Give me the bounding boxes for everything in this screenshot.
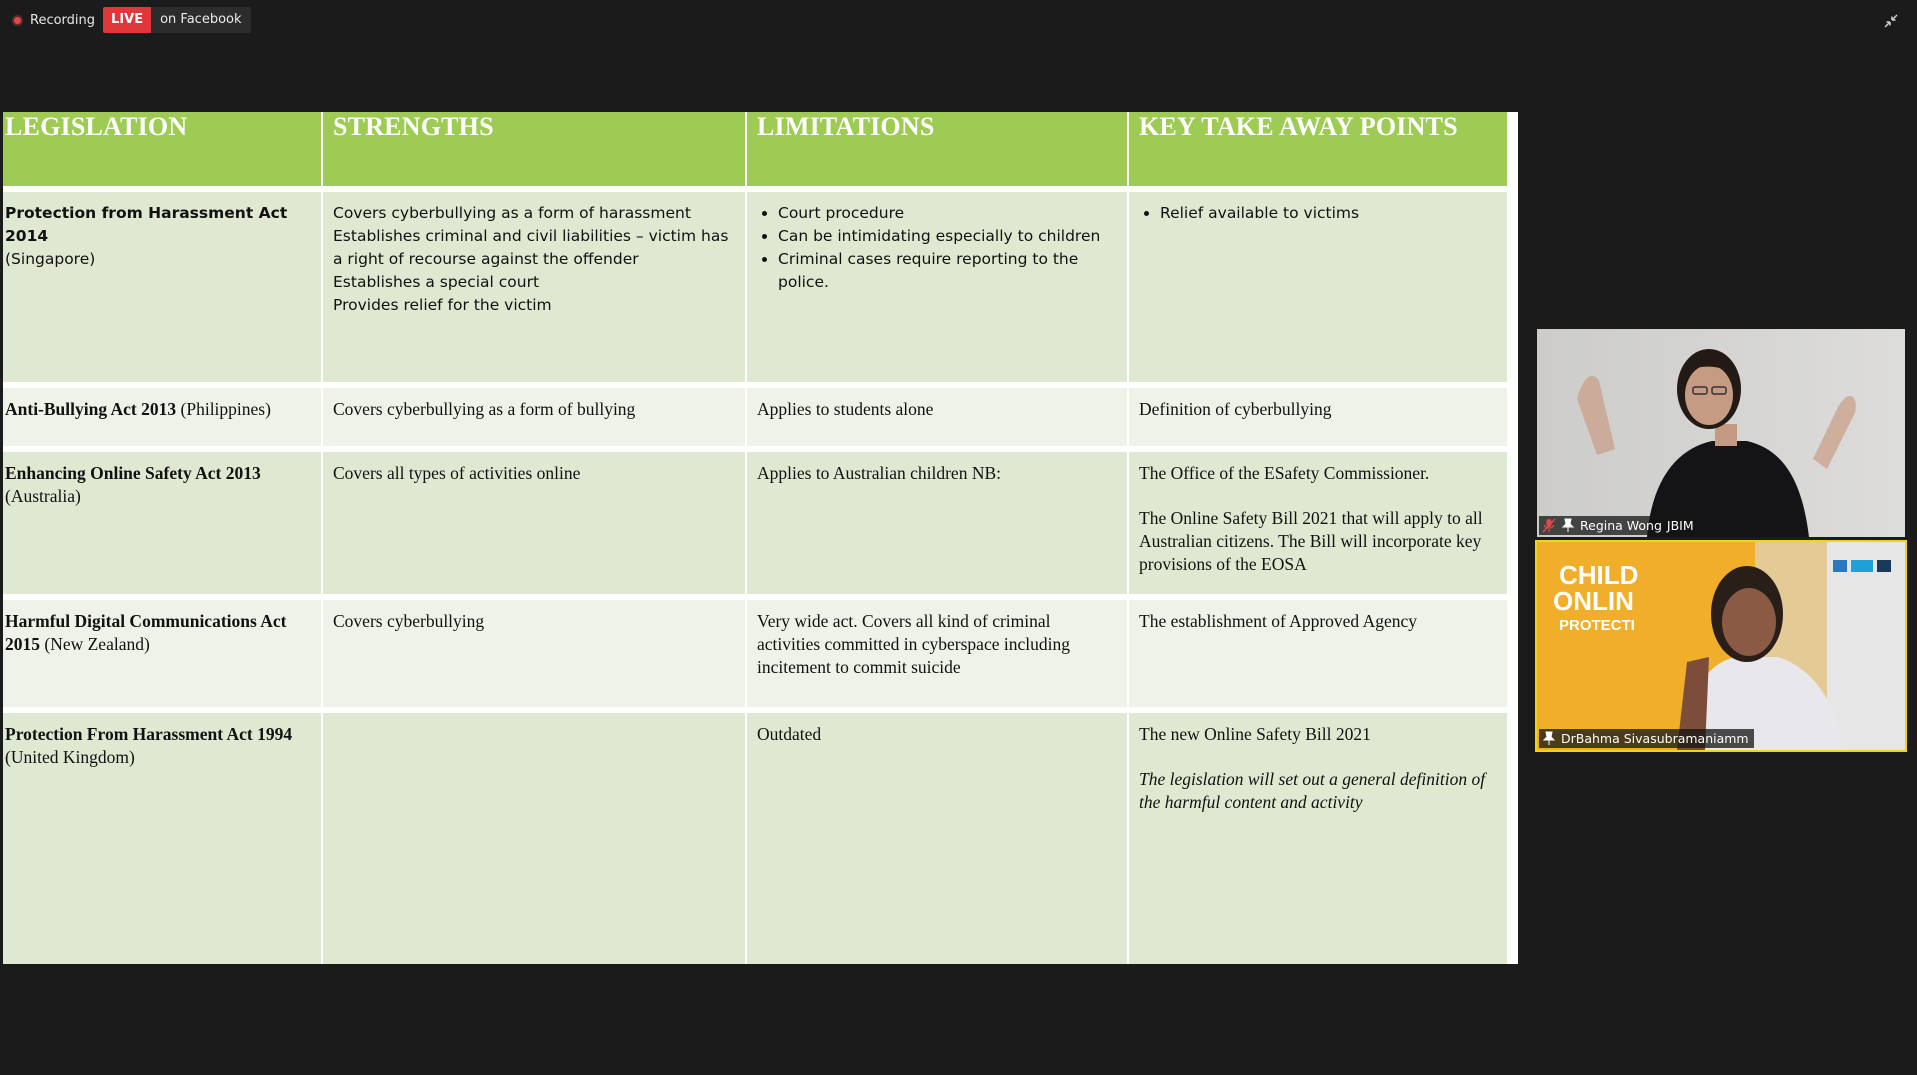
exit-fullscreen-icon[interactable] [1883, 13, 1899, 29]
legislation-country: (New Zealand) [44, 634, 150, 654]
cell-strengths: Covers all types of activities online [322, 452, 746, 594]
takeaway-item: • Relief available to victims [1160, 202, 1497, 225]
participant-video-feed [1537, 542, 1905, 750]
participant-org: JBIM [1666, 518, 1694, 533]
strength-item: Covers cyberbullying as a form of harassment [333, 204, 691, 222]
cell-limitations: Applies to students alone [746, 388, 1128, 446]
participant-video-feed [1537, 329, 1905, 537]
meeting-status-bar [8, 7, 251, 33]
cell-takeaways [1128, 713, 1508, 964]
takeaway-item: The Office of the ESafety Commissioner. [1139, 463, 1430, 483]
legislation-name: Enhancing Online Safety Act 2013 [5, 463, 261, 483]
takeaway-item: The legislation will set out a general definition of the harmful content and activity [1139, 769, 1486, 812]
cell-limitations: Very wide act. Covers all kind of criminal activities committed in cyberspace including incitement to commit suicide [746, 600, 1128, 707]
recording-indicator[interactable] [8, 7, 103, 33]
cell-legislation [3, 192, 322, 382]
cell-limitations: Outdated [746, 713, 1128, 964]
cell-legislation [3, 713, 322, 964]
live-platform-label[interactable]: on Facebook [151, 7, 250, 33]
svg-text:PROTECTI: PROTECTI [1559, 617, 1635, 634]
table-row [3, 600, 1508, 707]
header-legislation: LEGISLATION [3, 112, 322, 186]
live-badge[interactable]: LIVE [103, 7, 151, 33]
takeaway-item: The new Online Safety Bill 2021 [1139, 724, 1371, 744]
header-strengths: STRENGTHS [322, 112, 746, 186]
cell-limitations [746, 192, 1128, 382]
takeaway-item: The Online Safety Bill 2021 that will apply to all Australian citizens. The Bill will incorporate key provisions of the EOSA [1139, 508, 1483, 574]
legislation-country: (Philippines) [180, 399, 271, 419]
cell-takeaways [1128, 192, 1508, 382]
cell-takeaways: Definition of cyberbullying [1128, 388, 1508, 446]
legislation-name: Anti-Bullying Act 2013 [5, 399, 177, 419]
pin-icon [1542, 731, 1556, 746]
limitation-item: • Can be intimidating especially to children [778, 225, 1117, 248]
participant-name-bar [1539, 729, 1754, 748]
participant-name: DrBahma Sivasubramaniamm [1561, 731, 1749, 746]
svg-text:ONLIN: ONLIN [1553, 586, 1634, 616]
table-row [3, 388, 1508, 446]
legislation-country: (Singapore) [5, 250, 96, 268]
cell-strengths: Covers cyberbullying [322, 600, 746, 707]
limitation-item: • Court procedure [778, 202, 1117, 225]
cell-legislation [3, 388, 322, 446]
header-key-takeaways: KEY TAKE AWAY POINTS [1128, 112, 1508, 186]
table-row [3, 192, 1508, 382]
participant-name: Regina Wong [1580, 518, 1662, 533]
pin-icon [1561, 518, 1575, 533]
recording-label: Recording [30, 12, 96, 28]
strength-item: Establishes criminal and civil liabilities – victim has a right of recourse against the offender [333, 227, 729, 268]
active-speaker-video-tile[interactable] [1535, 540, 1907, 752]
mic-muted-icon [1542, 518, 1556, 533]
participant-name-bar [1539, 516, 1699, 535]
cell-legislation [3, 452, 322, 594]
strength-item: Establishes a special court [333, 273, 540, 291]
cell-takeaways: The establishment of Approved Agency [1128, 600, 1508, 707]
cell-strengths: Covers cyberbullying as a form of bullying [322, 388, 746, 446]
cell-limitations: Applies to Australian children NB: [746, 452, 1128, 594]
cell-strengths [322, 713, 746, 964]
table-row [3, 713, 1508, 964]
participant-video-tile[interactable] [1537, 329, 1905, 537]
legislation-country: (United Kingdom) [5, 747, 135, 767]
legislation-name: Protection From Harassment Act 1994 [5, 724, 293, 744]
legislation-table [3, 112, 1509, 964]
cell-strengths [322, 192, 746, 382]
header-limitations: LIMITATIONS [746, 112, 1128, 186]
shared-screen-slide [3, 112, 1518, 964]
legislation-name: Protection from Harassment Act 2014 [5, 204, 288, 245]
strength-item: Provides relief for the victim [333, 296, 552, 314]
legislation-country: (Australia) [5, 486, 81, 506]
cell-takeaways [1128, 452, 1508, 594]
table-row [3, 452, 1508, 594]
legislation-name: Harmful Digital Communications Act 2015 [5, 611, 287, 654]
limitation-item: • Criminal cases require reporting to the police. [778, 248, 1117, 294]
svg-text:CHILD: CHILD [1559, 560, 1639, 590]
cell-legislation [3, 600, 322, 707]
record-dot-icon [12, 15, 23, 26]
